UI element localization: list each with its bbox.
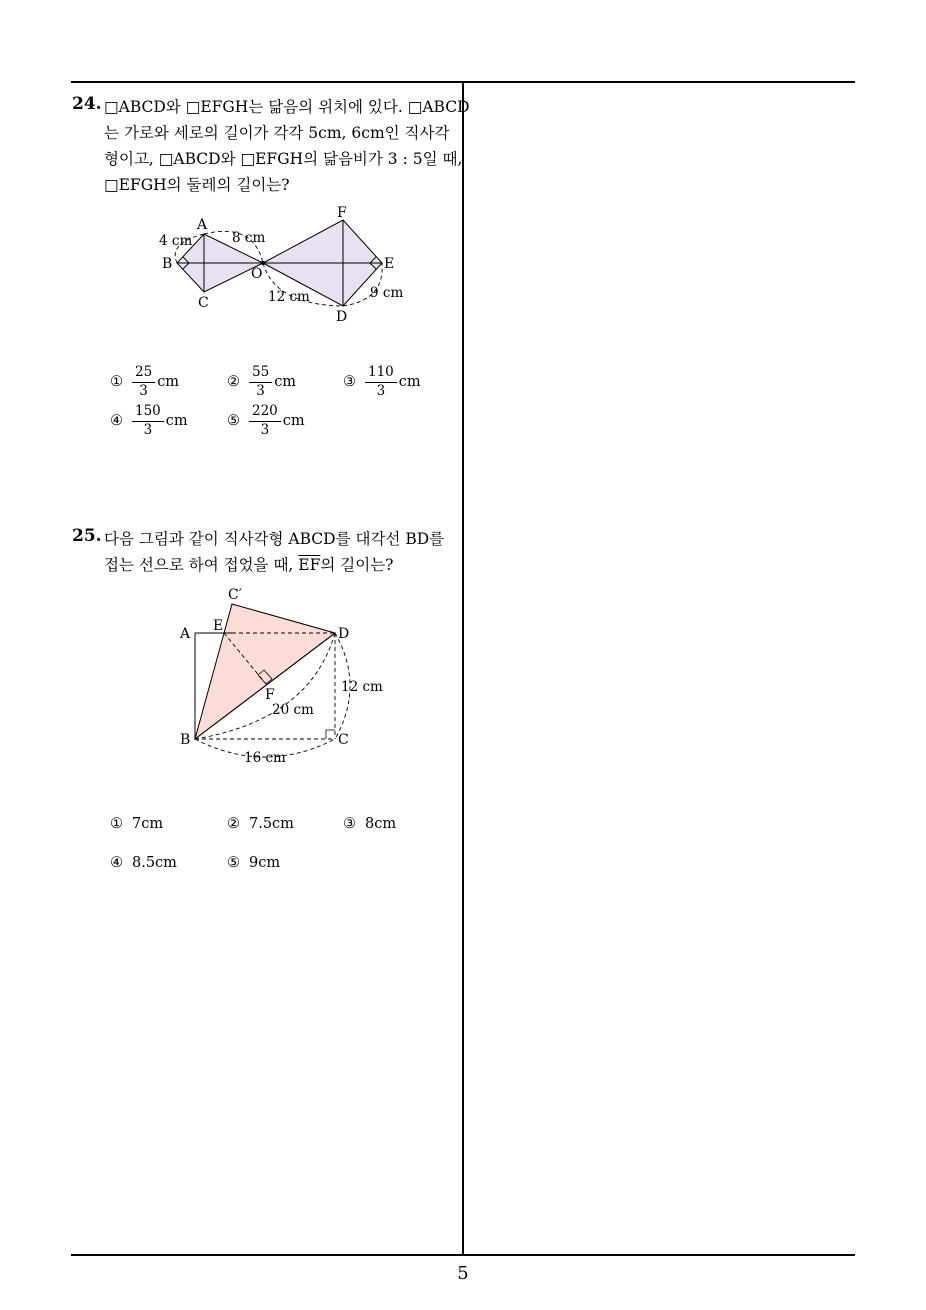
label-o: O <box>251 266 263 282</box>
choice-mark: ④ <box>110 855 123 871</box>
choice-mark: ④ <box>110 413 123 429</box>
q24-choice-4[interactable]: ④ $\frac{150}{3}$ cm <box>110 403 188 438</box>
length-12cm: 12 cm <box>341 679 383 695</box>
choice-text: 9cm <box>249 855 281 871</box>
choice-mark: ③ <box>343 816 356 832</box>
q24-choice-1[interactable]: ① $\frac{25}{3}$ cm <box>110 364 180 399</box>
label-b: B <box>180 732 191 748</box>
q24-text-line-1: □ABCD와 □EFGH는 닮음의 위치에 있다. □ABCD <box>104 98 470 116</box>
q25-choice-5[interactable] <box>227 855 280 871</box>
choice-mark: ① <box>110 816 123 832</box>
q24-choice-2[interactable]: ② $\frac{55}{3}$ cm <box>227 364 297 399</box>
label-f: F <box>265 687 275 703</box>
choice-mark: ③ <box>343 374 356 390</box>
label-a: A <box>180 626 191 642</box>
label-cp: C′ <box>228 587 242 603</box>
length-16cm: 16 cm <box>244 750 286 766</box>
choice-fraction: $\frac{25}{3}$ <box>132 366 155 398</box>
q24-text-line-2: 는 가로와 세로의 길이가 각각 5cm, 6cm인 직사각 <box>104 124 450 142</box>
choice-mark: ⑤ <box>227 413 240 429</box>
choice-fraction: $\frac{110}{3}$ <box>365 366 397 398</box>
choice-text: 7.5cm <box>249 816 294 832</box>
choice-mark: ⑤ <box>227 855 240 871</box>
q25-choice-2[interactable] <box>227 816 294 832</box>
q25-choice-1[interactable] <box>110 816 163 832</box>
q25-choice-3[interactable] <box>343 816 396 832</box>
q24-figure <box>150 200 410 330</box>
length-4cm: 4 cm <box>159 233 193 249</box>
q24-text-line-3: 형이고, □ABCD와 □EFGH의 닮음비가 3 : 5일 때, <box>104 150 463 168</box>
choice-fraction: $\frac{150}{3}$ <box>132 405 164 437</box>
q24-choice-3[interactable]: ③ $\frac{110}{3}$ cm <box>343 364 421 399</box>
length-8cm: 8 cm <box>232 230 266 246</box>
label-c: C <box>198 295 209 311</box>
q25-text-line-1: 다음 그림과 같이 직사각형 ABCD를 대각선 BD를 <box>104 530 445 548</box>
label-d: D <box>336 309 348 325</box>
q25-text-line-2: 접는 선으로 하여 접었을 때, $\overline{EF}$의 길이는? <box>104 556 394 574</box>
page-number: 5 <box>457 1263 469 1284</box>
q25-choice-4[interactable] <box>110 855 177 871</box>
label-b: B <box>162 256 173 272</box>
q24-text-line-4: □EFGH의 둘레의 길이는? <box>104 176 290 194</box>
choice-fraction: $\frac{220}{3}$ <box>249 405 281 437</box>
label-f: F <box>337 205 347 221</box>
q24-choice-5[interactable]: ⑤ $\frac{220}{3}$ cm <box>227 403 305 438</box>
length-20cm: 20 cm <box>272 702 314 718</box>
choice-mark: ① <box>110 374 123 390</box>
label-a: A <box>197 217 208 233</box>
label-e: E <box>384 256 395 272</box>
segment-ef: $\overline{EF}$ <box>298 556 321 574</box>
q24-number: 24. <box>72 94 102 114</box>
choice-text: 7cm <box>132 816 164 832</box>
q25-number: 25. <box>72 526 102 546</box>
choice-mark: ② <box>227 816 240 832</box>
label-e: E <box>213 618 224 634</box>
q25-figure <box>170 580 390 770</box>
length-9cm: 9 cm <box>370 285 404 301</box>
label-d: D <box>338 626 350 642</box>
choice-text: 8cm <box>365 816 397 832</box>
column-divider <box>462 81 464 1255</box>
label-c: C <box>338 732 349 748</box>
length-12cm: 12 cm <box>268 289 310 305</box>
choice-mark: ② <box>227 374 240 390</box>
choice-fraction: $\frac{55}{3}$ <box>249 366 272 398</box>
choice-text: 8.5cm <box>132 855 177 871</box>
